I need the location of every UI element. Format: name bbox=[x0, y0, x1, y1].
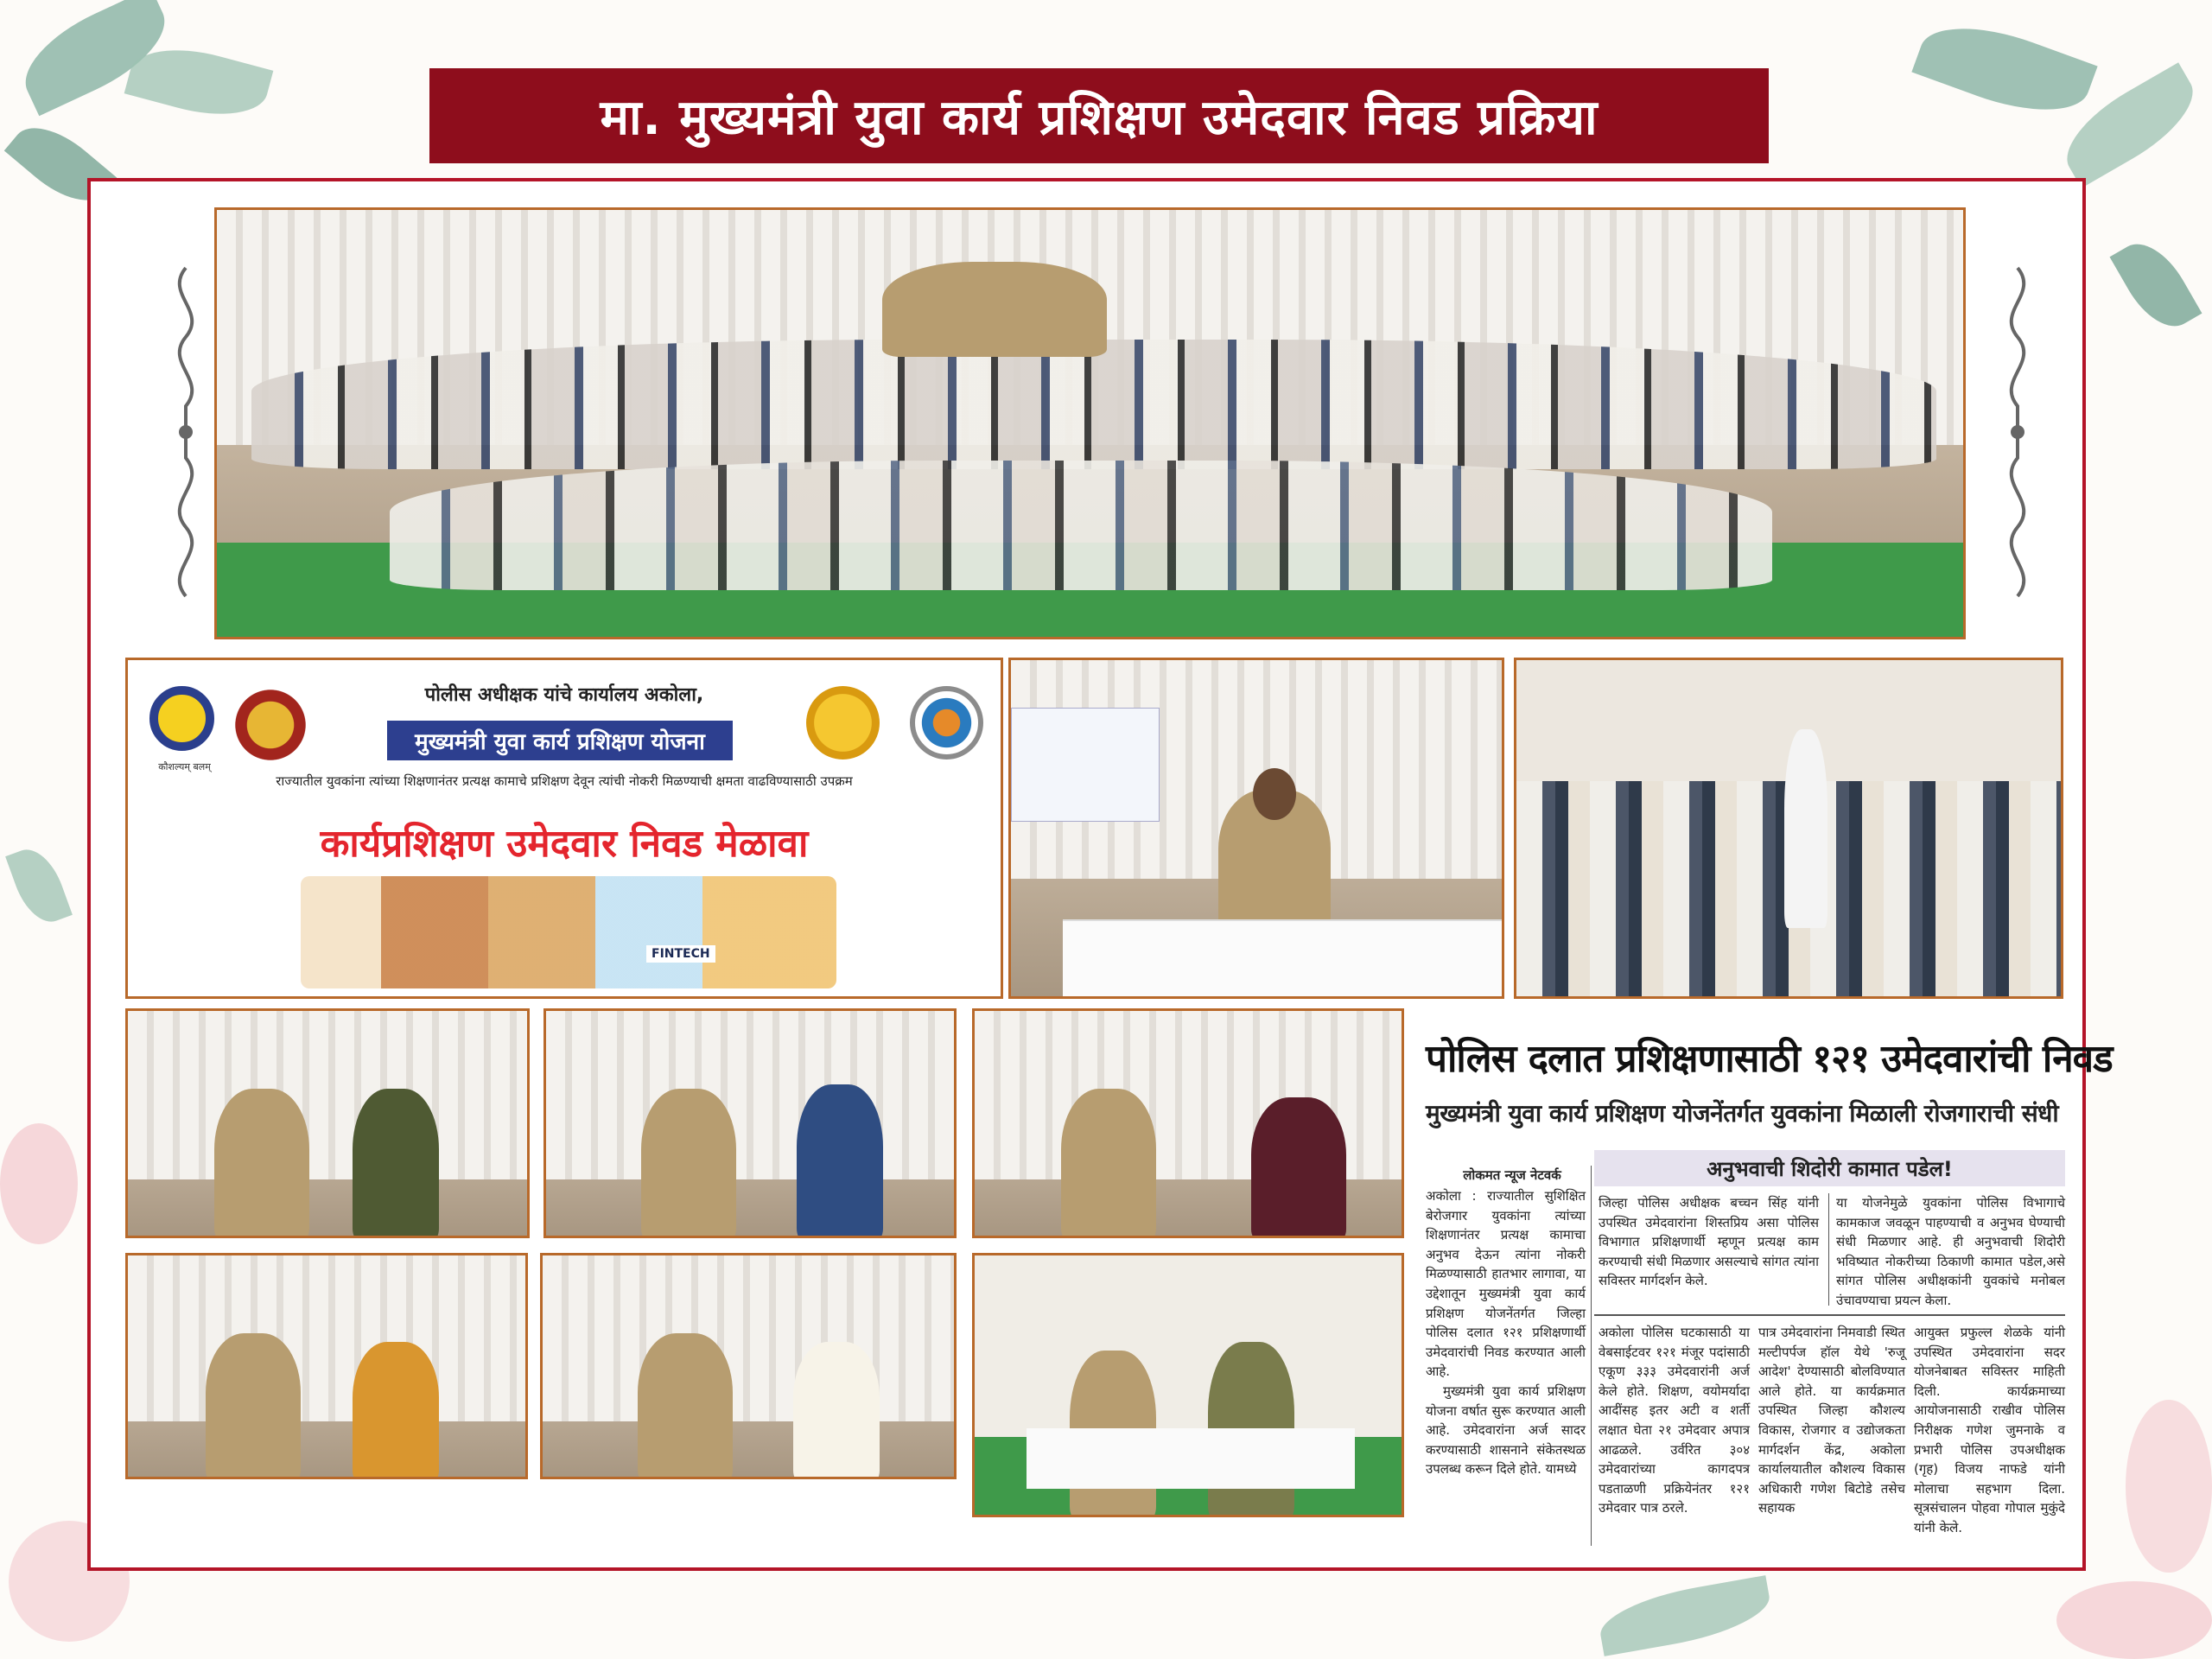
box-bottom-rule bbox=[1594, 1314, 2065, 1316]
page-title: मा. मुख्यमंत्री युवा कार्य प्रशिक्षण उमेदवार निवड प्रक्रिया bbox=[600, 90, 1599, 146]
leaf-decoration bbox=[1595, 1575, 1774, 1656]
certificate-photo-4 bbox=[125, 1253, 528, 1479]
poster-illustration bbox=[301, 876, 836, 988]
column-rule bbox=[1828, 1193, 1829, 1306]
leaf-decoration bbox=[1911, 7, 2097, 131]
officer bbox=[641, 1089, 736, 1238]
group-photo bbox=[214, 207, 1966, 639]
flower-decoration bbox=[2126, 1400, 2212, 1573]
logo-left-caption: कौशल्यम् बलम् bbox=[158, 761, 211, 772]
event-poster bbox=[125, 658, 1003, 999]
column-rule bbox=[1591, 1166, 1592, 1546]
photo-curtain bbox=[543, 1255, 954, 1421]
flower-decoration bbox=[0, 1123, 78, 1244]
flower-decoration bbox=[2056, 1581, 2212, 1659]
news-column-1-para-2: मुख्यमंत्री युवा कार्य प्रशिक्षण योजना वर्षात सुरू करण्यात आली आहे. उमेदवारांना अर्ज सादर करण्यासाठी शासनाने संकेतस्थळ उपलब्ध करून दिले होते. यामध्ये bbox=[1426, 1382, 1586, 1478]
poster-scheme-banner: मुख्यमंत्री युवा कार्य प्रशिक्षण योजना bbox=[387, 721, 733, 760]
officer-speaking-photo bbox=[1008, 658, 1504, 999]
news-column-1 bbox=[1426, 1186, 1586, 1479]
people-seated-row bbox=[390, 461, 1772, 590]
news-column-4: आयुक्त प्रफुल्ल शेळके यांनी उपस्थित उमेदवारांना सदर योजनेबाबत सविस्तर माहिती दिली. कार्यक्रमाच्या आयोजनासाठी राखीव पोलिस निरीक्षक गणेश जुमनाके व प्रभारी पोलिस उपअधीक्षक (गृह) विजय नाफडे यांनी मोलाचा सहभाग दिला. सूत्रसंचालन पोहवा गोपाल मुकुंदे यांनी केले. bbox=[1914, 1325, 2065, 1535]
candidate bbox=[353, 1089, 439, 1238]
stage-banner bbox=[1011, 708, 1160, 822]
leaf-decoration bbox=[2110, 231, 2202, 339]
leaf-decoration bbox=[5, 842, 73, 930]
news-box-column-2: या योजनेमुळे युवकांना पोलिस विभागाचे कामकाज जवळून पाहण्याची व अनुभव घेण्याची संधी मिळणार आहे. ही अनुभवाची शिदोरी भविष्यात नोकरीच्या ठिकाणी कामात पडेल,असे सांगत पोलिस अधीक्षकांनी युवकांचे मनोबल उंचावण्याचा प्रयत्न केला. bbox=[1836, 1195, 2065, 1308]
fintech-label: FINTECH bbox=[646, 945, 715, 963]
scroll-ornament-right bbox=[1987, 259, 2048, 605]
poster-office: पोलीस अधीक्षक यांचे कार्यालय अकोला, bbox=[424, 684, 704, 706]
news-box-title: अनुभवाची शिदोरी कामात पडेल! bbox=[1594, 1150, 2065, 1186]
certificate-photo-5 bbox=[540, 1253, 957, 1479]
candidate bbox=[353, 1342, 439, 1479]
poster-description: राज्यातील युवकांना त्यांच्या शिक्षणानंतर प्रत्यक्ष कामाचे प्रशिक्षण देवून त्यांची नोकरी मिळण्याची क्षमता वाढविण्यासाठी उपक्रम bbox=[276, 773, 853, 789]
candidate bbox=[793, 1342, 880, 1479]
desk bbox=[1027, 1428, 1355, 1489]
certificate-photo-6 bbox=[972, 1253, 1404, 1517]
news-headline: पोलिस दलात प्रशिक्षणासाठी १२१ उमेदवारांची निवड bbox=[1426, 1037, 2113, 1081]
scroll-ornament-left bbox=[156, 259, 216, 605]
room-wall bbox=[975, 1255, 1402, 1437]
news-subheadline: मुख्यमंत्री युवा कार्य प्रशिक्षण योजनेंतर्गत युवकांना मिळाली रोजगाराची संधी bbox=[1426, 1099, 2059, 1128]
officer bbox=[1061, 1089, 1156, 1238]
news-byline: लोकमत न्यूज नेटवर्क bbox=[1463, 1167, 1561, 1183]
officer bbox=[206, 1333, 301, 1479]
certificate-photo-3 bbox=[972, 1008, 1404, 1238]
news-box-column-1: जिल्हा पोलिस अधीक्षक बच्चन सिंह यांनी उपस्थित उमेदवारांना शिस्तप्रिय असा पोलिस विभागात प्रशिक्षणार्थी म्हणून प्रत्यक्ष काम करण्याची संधी मिळणार असल्याचे सांगत त्यांना सविस्तर मार्गदर्शन केले. bbox=[1599, 1195, 1819, 1289]
officers-back-row bbox=[882, 262, 1107, 357]
candidate bbox=[1251, 1097, 1346, 1238]
desk bbox=[1063, 919, 1504, 999]
news-column-2: अकोला पोलिस घटकासाठी या वेबसाईटवर १२१ मंजूर पदांसाठी एकूण ३३३ उमेदवारांनी अर्ज केले होते. शिक्षण, वयोमर्यादा आदींसह इतर अटी व शर्ती लक्षात घेता २१ उमेदवार अपात्र आढळले. उर्वरित ३०४ उमेदवारांच्या कागदपत्र पडताळणी प्रक्रियेनंतर १२१ उमेदवार पात्र ठरले. bbox=[1599, 1325, 1750, 1516]
photo-curtain bbox=[128, 1255, 525, 1421]
news-column-1-para-1: अकोला : राज्यातील सुशिक्षित बेरोजगार युवकांना त्यांच्या शिक्षणानंतर प्रत्यक्ष कामाचा अनुभव देऊन त्यांना नोकरी मिळण्यासाठी हातभार लागावा, या उद्देशातून मुख्यमंत्री युवा कार्य प्रशिक्षण योजनेंतर्गत जिल्हा पोलिस दलात १२१ प्रशिक्षणार्थी उमेदवारांची निवड करण्यात आली आहे. bbox=[1426, 1188, 1586, 1380]
certificate-photo-2 bbox=[543, 1008, 957, 1238]
content-frame bbox=[87, 178, 2113, 1571]
people-standing-row bbox=[251, 340, 1936, 469]
speaker-standing bbox=[1784, 729, 1827, 928]
candidate bbox=[797, 1084, 883, 1238]
news-clipping bbox=[1426, 1020, 2113, 1552]
officer-head bbox=[1253, 768, 1296, 820]
photo-curtain bbox=[546, 1011, 954, 1179]
news-column-3: पात्र उमेदवारांना निमवाडी स्थित मल्टीपर्पज हॉल येथे 'रुजू आदेश' देण्यासाठी बोलविण्यात आले होते. या कार्यक्रमात उपस्थित जिल्हा कौशल्य विकास, रोजगार व उद्योजकता मार्गदर्शन केंद्र, अकोला कार्यालयातील कौशल्य विकास अधिकारी गणेश बिटोडे तसेच सहायक bbox=[1758, 1325, 1905, 1516]
certificate-photo-1 bbox=[125, 1008, 530, 1238]
officer bbox=[214, 1089, 309, 1238]
audience-hall-photo bbox=[1514, 658, 2063, 999]
title-banner bbox=[429, 68, 1769, 163]
photo-curtain bbox=[128, 1011, 527, 1179]
poster-event-title: कार्यप्रशिक्षण उमेदवार निवड मेळावा bbox=[320, 822, 809, 866]
officer bbox=[638, 1333, 733, 1479]
